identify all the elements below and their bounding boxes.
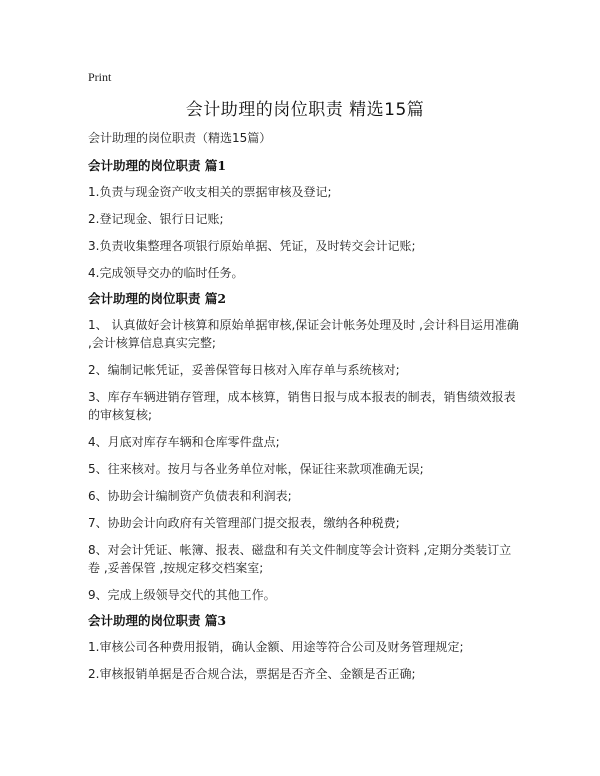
paragraph: 4、月底对库存车辆和仓库零件盘点; [88, 435, 280, 449]
paragraph: 4.完成领导交办的临时任务。 [88, 266, 244, 280]
print-label: Print [88, 70, 112, 84]
paragraph: 7、协助会计向政府有关管理部门提交报表，缴纳各种税费; [88, 516, 400, 530]
document-subtitle: 会计助理的岗位职责（精选15篇） [88, 131, 272, 145]
paragraph: 6、协助会计编制资产负债表和利润表; [88, 489, 292, 503]
paragraph: 3、库存车辆进销存管理，成本核算，销售日报与成本报表的制表，销售绩效报表的审核复核; [88, 390, 516, 422]
section-1 [88, 158, 522, 282]
paragraph: 2.审核报销单据是否合规合法，票据是否齐全、金额是否正确; [88, 667, 416, 681]
paragraph: 1、 认真做好会计核算和原始单据审核,保证会计帐务处理及时 ,会计科目运用准确 ,会计核算信息真实完整; [88, 318, 519, 350]
section-3 [88, 613, 522, 683]
paragraph: 2.登记现金、银行日记账; [88, 212, 224, 226]
section-heading: 会计助理的岗位职责 篇1 [88, 158, 227, 173]
paragraph: 2、编制记帐凭证，妥善保管每日核对入库存单与系统核对; [88, 363, 400, 377]
document-title: 会计助理的岗位职责 精选15篇 [185, 100, 425, 120]
paragraph: 3.负责收集整理各项银行原始单据、凭证，及时转交会计记账; [88, 239, 416, 253]
paragraph: 5、往来核对。按月与各业务单位对帐，保证往来款项准确无误; [88, 462, 424, 476]
section-heading: 会计助理的岗位职责 篇3 [88, 613, 227, 628]
paragraph: 8、对会计凭证、帐簿、报表、磁盘和有关文件制度等会计资料 ,定期分类装订立卷 ,妥善保管 ,按规定移交档案室; [88, 543, 512, 575]
section-heading: 会计助理的岗位职责 篇2 [88, 291, 227, 306]
section-2 [88, 291, 522, 604]
paragraph: 1.审核公司各种费用报销，确认金额、用途等符合公司及财务管理规定; [88, 640, 464, 654]
paragraph: 9、完成上级领导交代的其他工作。 [88, 588, 276, 602]
paragraph: 1.负责与现金资产收支相关的票据审核及登记; [88, 185, 332, 199]
